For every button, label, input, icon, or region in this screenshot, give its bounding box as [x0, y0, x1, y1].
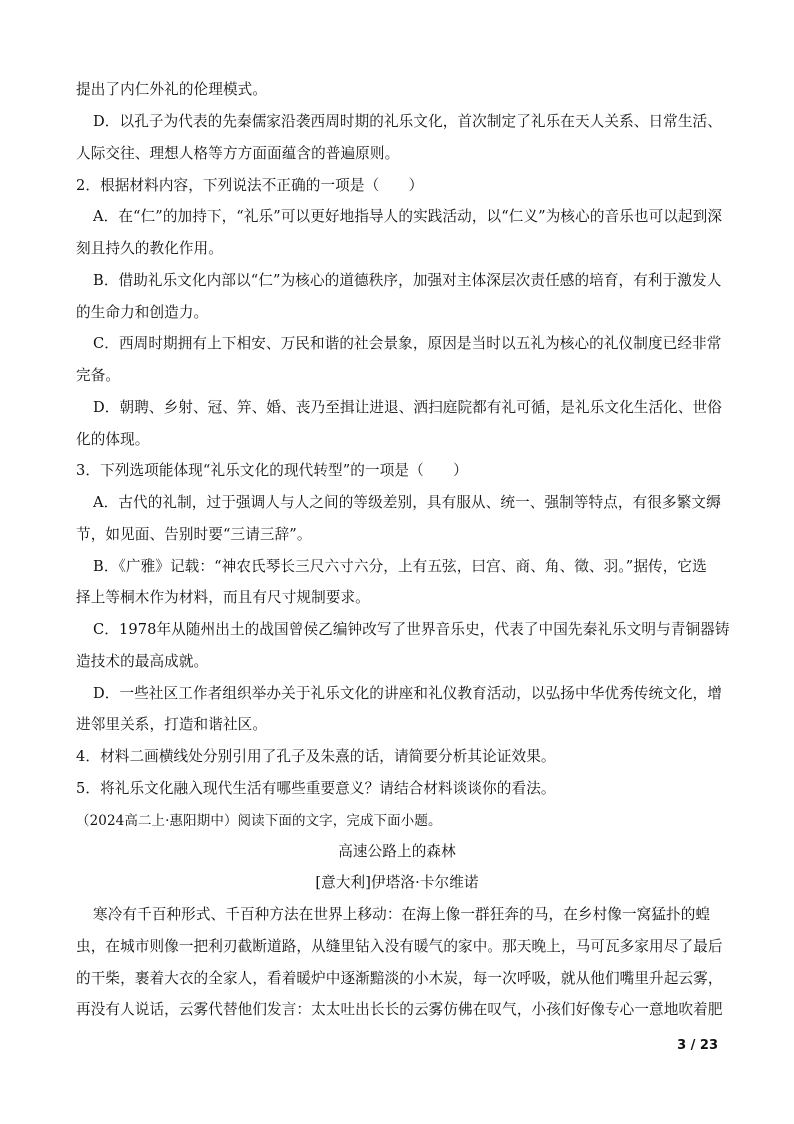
question-4: 4．材料二画横线处分别引用了孔子及朱熹的话，请简要分析其论证效果。 — [76, 748, 556, 765]
article-author: [意大利]伊塔洛·卡尔维诺 — [315, 874, 479, 891]
text-line: 造技术的最高成就。 — [76, 653, 209, 670]
body-line: 寒冷有千百种形式、千百种方法在世界上移动：在海上像一群狂奔的马，在乡村像一窝猛扑的蝗 — [93, 906, 711, 923]
text-line: 刻且持久的教化作用。 — [76, 240, 223, 257]
option-d-line: D．朝聘、乡射、冠、笄、婚、丧乃至揖让进退、洒扫庭院都有礼可循，是礼乐文化生活化、世俗 — [93, 399, 722, 416]
text-line: 择上等桐木作为材料，而且有尺寸规制要求。 — [76, 589, 370, 606]
text-line: 的生命力和创造力。 — [76, 304, 209, 321]
option-d-line: D．一些社区工作者组织举办关于礼乐文化的讲座和礼仪教育活动，以弘扬中华优秀传统文化，增 — [93, 685, 722, 702]
question-3: 3．下列选项能体现“礼乐文化的现代转型”的一项是（ ） — [76, 462, 468, 479]
option-d-line: D．以孔子为代表的先秦儒家沿袭西周时期的礼乐文化，首次制定了礼乐在天人关系、日常生活、 — [93, 113, 722, 130]
question-5: 5．将礼乐文化融入现代生活有哪些重要意义？请结合材料谈谈你的看法。 — [76, 780, 556, 797]
option-a-line: A．古代的礼制，过于强调人与人之间的等级差别，具有服从、统一、强制等特点，有很多繁文缛 — [93, 494, 721, 511]
page-number: 3 / 23 — [677, 1038, 718, 1053]
body-line: 虫，在城市则像一把利刃截断道路，从缝里钻入没有暖气的家中。那天晚上，马可瓦多家用尽了最后 — [76, 938, 723, 955]
text-line: 人际交往、理想人格等方方面面蕴含的普遍原则。 — [76, 145, 400, 162]
body-line: 的干柴，裹着大衣的全家人，看着暖炉中逐渐黯淡的小木炭，每一次呼吸，就从他们嘴里升起云雾， — [76, 970, 723, 987]
body-line: 再没有人说话，云雾代替他们发言：太太吐出长长的云雾仿佛在叹气，小孩们好像专心一意地吹着肥 — [76, 1001, 723, 1018]
option-c-line: C．西周时期拥有上下相安、万民和谐的社会景象，原因是当时以五礼为核心的礼仪制度已经非常 — [93, 335, 722, 352]
option-c-line: C．1978年从随州出土的战国曾侯乙编钟改写了世界音乐史，代表了中国先秦礼乐文明与青铜器铸 — [93, 621, 730, 638]
text-line: 提出了内仁外礼的伦理模式。 — [76, 81, 268, 98]
text-line: 进邻里关系，打造和谐社区。 — [76, 716, 268, 733]
text-line: 节，如见面、告别时要“三请三辞”。 — [76, 526, 312, 543]
article-title: 高速公路上的森林 — [338, 843, 456, 860]
source-note: （2024高二上·惠阳期中）阅读下面的文字，完成下面小题。 — [76, 813, 442, 829]
option-b-line: B．《广雅》记载：“神农氏琴长三尺六寸六分，上有五弦，曰宫、商、角、徵、羽。”据传，它选 — [93, 558, 707, 575]
option-b-line: B．借助礼乐文化内部以“仁”为核心的道德秩序，加强对主体深层次责任感的培育，有利于激发人 — [93, 272, 722, 289]
question-2: 2．根据材料内容，下列说法不正确的一项是（ ） — [76, 177, 424, 194]
text-line: 完备。 — [76, 367, 121, 384]
option-a-line: A．在“仁”的加持下，“礼乐”可以更好地指导人的实践活动，以“仁义”为核心的音乐也可以起到深 — [93, 208, 723, 225]
text-line: 化的体现。 — [76, 431, 150, 448]
